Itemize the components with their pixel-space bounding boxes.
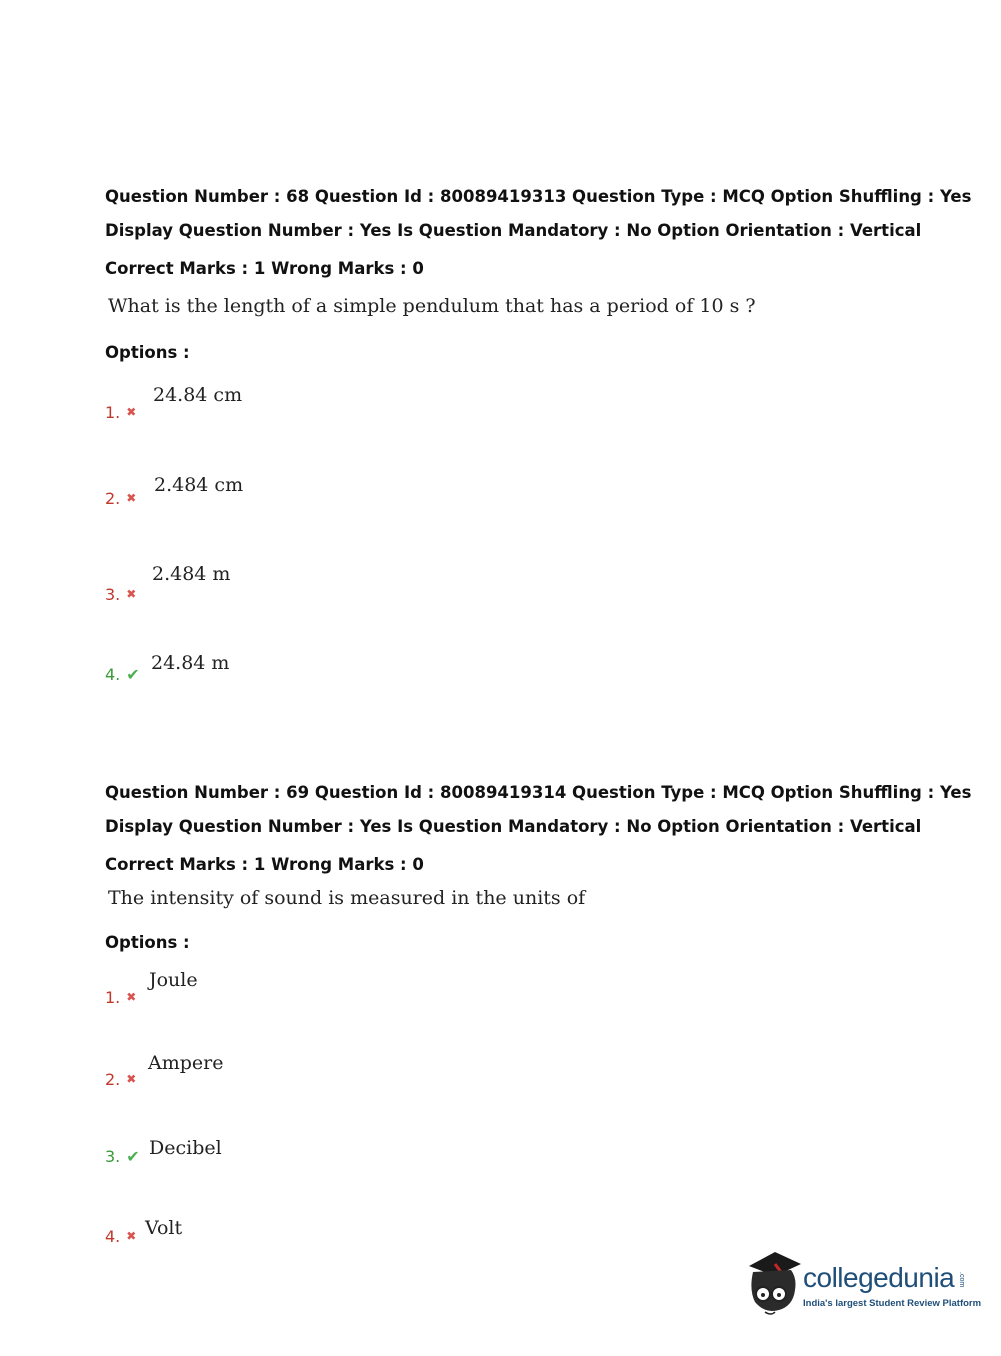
option-text: Decibel — [149, 1137, 222, 1159]
option-number: 2. — [105, 1070, 121, 1089]
cross-icon: ✖ — [126, 1072, 137, 1086]
question-text: What is the length of a simple pendulum that has a period of 10 s ? — [108, 295, 756, 317]
mascot-icon — [745, 1250, 805, 1320]
option-text: 24.84 m — [151, 652, 230, 674]
option-text: 2.484 cm — [154, 474, 244, 496]
cross-icon: ✖ — [126, 1229, 137, 1243]
collegedunia-logo — [745, 1250, 982, 1320]
logo-suffix: .com — [958, 1272, 965, 1288]
options-label: Options : — [105, 933, 190, 952]
check-icon: ✔ — [126, 665, 140, 684]
option-number: 4. — [105, 1227, 121, 1246]
question-marks: Correct Marks : 1 Wrong Marks : 0 — [105, 855, 424, 874]
question-marks: Correct Marks : 1 Wrong Marks : 0 — [105, 259, 424, 278]
option-number: 2. — [105, 489, 121, 508]
cross-icon: ✖ — [126, 990, 137, 1004]
logo-wordmark: collegedunia — [803, 1262, 955, 1293]
option-number: 1. — [105, 403, 121, 422]
option-number: 1. — [105, 988, 121, 1007]
question-meta-line1: Question Number : 69 Question Id : 80089419314 Question Type : MCQ Option Shuffling : Yes — [105, 783, 972, 802]
option-text: Volt — [145, 1217, 183, 1239]
option-number: 4. — [105, 665, 121, 684]
cross-icon: ✖ — [126, 587, 137, 601]
question-block-69 — [105, 776, 972, 1256]
logo-tagline: India's largest Student Review Platform — [803, 1298, 982, 1309]
option-text: Ampere — [148, 1052, 224, 1074]
option-text: 2.484 m — [152, 563, 231, 585]
question-text: The intensity of sound is measured in the units of — [108, 887, 586, 909]
question-meta-line1: Question Number : 68 Question Id : 80089419313 Question Type : MCQ Option Shuffling : Yes — [105, 187, 972, 206]
question-meta-line2: Display Question Number : Yes Is Question Mandatory : No Option Orientation : Vertical — [105, 817, 922, 836]
option-number: 3. — [105, 1147, 121, 1166]
cross-icon: ✖ — [126, 405, 137, 419]
question-meta-line2: Display Question Number : Yes Is Question Mandatory : No Option Orientation : Vertical — [105, 221, 922, 240]
check-icon: ✔ — [126, 1147, 140, 1166]
option-text: Joule — [149, 969, 198, 991]
cross-icon: ✖ — [126, 491, 137, 505]
options-label: Options : — [105, 343, 190, 362]
option-number: 3. — [105, 585, 121, 604]
option-text: 24.84 cm — [153, 384, 243, 406]
question-block-68 — [105, 180, 972, 700]
